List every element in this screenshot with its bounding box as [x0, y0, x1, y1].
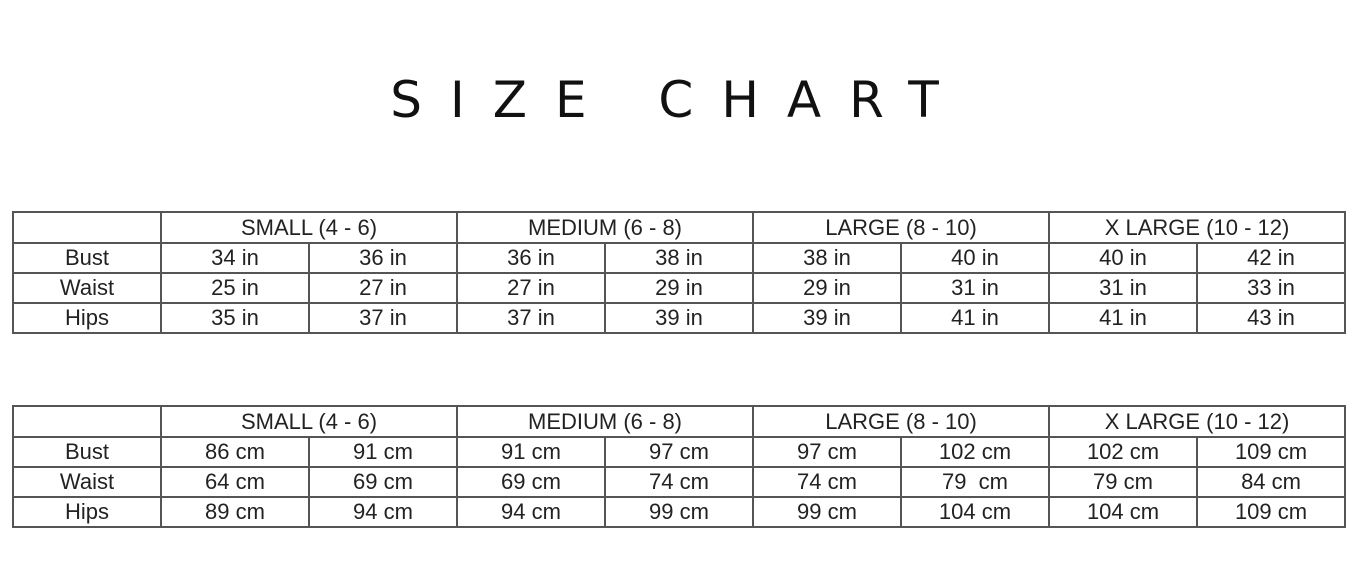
- size-header-small: SMALL (4 - 6): [161, 212, 457, 243]
- table-cell: 102 cm: [1049, 437, 1197, 467]
- size-table-inches: [12, 211, 1346, 334]
- table-cell: 86 cm: [161, 437, 309, 467]
- corner-cell: [13, 212, 161, 243]
- row-label: Waist: [13, 467, 161, 497]
- table-cell: 29 in: [605, 273, 753, 303]
- table-cell: 34 in: [161, 243, 309, 273]
- table-row-hips: [13, 497, 1345, 527]
- table-cell: 104 cm: [1049, 497, 1197, 527]
- table-cell: 43 in: [1197, 303, 1345, 333]
- size-table-cm: [12, 405, 1346, 528]
- size-header-large: LARGE (8 - 10): [753, 212, 1049, 243]
- table-cell: 99 cm: [753, 497, 901, 527]
- table-cell: 36 in: [457, 243, 605, 273]
- table-cell: 94 cm: [457, 497, 605, 527]
- table-cell: 69 cm: [309, 467, 457, 497]
- table-cell: 97 cm: [753, 437, 901, 467]
- table-cell: 41 in: [901, 303, 1049, 333]
- row-label: Hips: [13, 303, 161, 333]
- table-cell: 97 cm: [605, 437, 753, 467]
- table-row-bust: [13, 243, 1345, 273]
- size-header-xlarge: X LARGE (10 - 12): [1049, 212, 1345, 243]
- table-cell: 37 in: [309, 303, 457, 333]
- table-cell: 109 cm: [1197, 497, 1345, 527]
- table-cell: 42 in: [1197, 243, 1345, 273]
- table-row-waist: [13, 467, 1345, 497]
- table-cell: 89 cm: [161, 497, 309, 527]
- table-cell: 79 cm: [1049, 467, 1197, 497]
- table-cell: 74 cm: [753, 467, 901, 497]
- page-title: SIZE CHART: [390, 71, 967, 129]
- row-label: Waist: [13, 273, 161, 303]
- size-header-xlarge: X LARGE (10 - 12): [1049, 406, 1345, 437]
- table-cell: 94 cm: [309, 497, 457, 527]
- table-cell: 40 in: [1049, 243, 1197, 273]
- table-cell: 39 in: [605, 303, 753, 333]
- table-row-bust: [13, 437, 1345, 467]
- table-cell: 27 in: [457, 273, 605, 303]
- table-cell: 74 cm: [605, 467, 753, 497]
- table-cell: 39 in: [753, 303, 901, 333]
- table-cell: 25 in: [161, 273, 309, 303]
- table-cell: 84 cm: [1197, 467, 1345, 497]
- table-cell: 91 cm: [457, 437, 605, 467]
- table-cell: 31 in: [1049, 273, 1197, 303]
- table-cell: 37 in: [457, 303, 605, 333]
- row-label: Bust: [13, 437, 161, 467]
- table-cell: 33 in: [1197, 273, 1345, 303]
- table-cell: 99 cm: [605, 497, 753, 527]
- size-header-small: SMALL (4 - 6): [161, 406, 457, 437]
- table-cell: 38 in: [753, 243, 901, 273]
- corner-cell: [13, 406, 161, 437]
- table-cell: 38 in: [605, 243, 753, 273]
- table-cell: 69 cm: [457, 467, 605, 497]
- table-cell: 40 in: [901, 243, 1049, 273]
- table-cell: 79 cm: [901, 467, 1049, 497]
- size-header-row: [13, 406, 1345, 437]
- size-header-row: [13, 212, 1345, 243]
- table-cell: 35 in: [161, 303, 309, 333]
- table-row-waist: [13, 273, 1345, 303]
- table-cell: 109 cm: [1197, 437, 1345, 467]
- table-cell: 102 cm: [901, 437, 1049, 467]
- table-cell: 36 in: [309, 243, 457, 273]
- size-header-medium: MEDIUM (6 - 8): [457, 406, 753, 437]
- table-cell: 29 in: [753, 273, 901, 303]
- table-row-hips: [13, 303, 1345, 333]
- table-cell: 27 in: [309, 273, 457, 303]
- row-label: Hips: [13, 497, 161, 527]
- table-cell: 41 in: [1049, 303, 1197, 333]
- row-label: Bust: [13, 243, 161, 273]
- table-cell: 31 in: [901, 273, 1049, 303]
- table-cell: 64 cm: [161, 467, 309, 497]
- size-header-large: LARGE (8 - 10): [753, 406, 1049, 437]
- table-cell: 104 cm: [901, 497, 1049, 527]
- size-header-medium: MEDIUM (6 - 8): [457, 212, 753, 243]
- table-cell: 91 cm: [309, 437, 457, 467]
